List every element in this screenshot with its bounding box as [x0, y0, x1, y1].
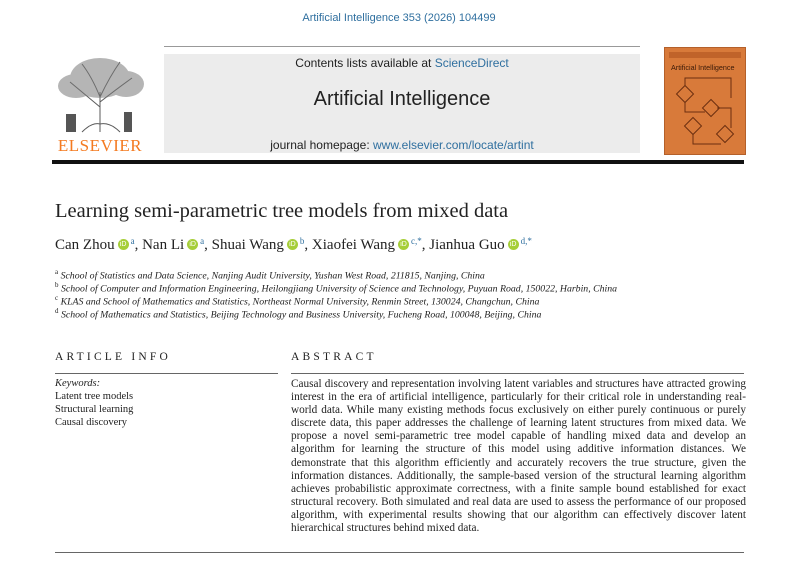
author: Shuai Wang iD $^b$,	[211, 236, 312, 253]
journal-citation[interactable]: Artificial Intelligence 353 (2026) 104499	[302, 12, 496, 24]
author-name[interactable]: Xiaofei Wang	[311, 237, 395, 253]
homepage-prefix: journal homepage:	[270, 138, 373, 152]
keywords-label: Keywords:	[55, 378, 101, 389]
author-name[interactable]: Shuai Wang	[211, 237, 284, 253]
orcid-icon[interactable]: iD	[508, 239, 519, 250]
homepage-line	[164, 138, 640, 152]
author-name[interactable]: Can Zhou	[55, 237, 115, 253]
keyword-item: Structural learning	[55, 404, 134, 415]
author-name[interactable]: Nan Li	[142, 237, 185, 253]
elsevier-wordmark: ELSEVIER	[57, 136, 143, 155]
author: Xiaofei Wang iD $^{c,*}$,	[311, 236, 430, 253]
orcid-icon[interactable]: iD	[398, 239, 409, 250]
header-rule	[164, 46, 640, 47]
author-affiliation-marker[interactable]: b	[299, 236, 305, 246]
cover-title: Artificial Intelligence	[671, 63, 735, 72]
contents-prefix: Contents lists available at	[295, 56, 435, 70]
journal-homepage-link[interactable]: www.elsevier.com/locate/artint	[373, 138, 534, 152]
affiliation-c: $^c$ KLAS and School of Mathematics and Statistics, Northeast Normal University, Renmin Street, 130024, Changchun, China	[55, 294, 540, 308]
abstract-heading: ABSTRACT	[291, 351, 377, 363]
author-affiliation-marker[interactable]: a	[200, 236, 205, 246]
abstract-text: Causal discovery and representation involving latent variables and structures have attracted growing interest in the era of artificial intelligence, particularly for their critical role in understanding real-world data. While many existing methods focus exclusively on either purely continuous or purely discrete data, this paper addresses the challenge of learning latent structures from mixed data. We propose a novel semi-parametric tree model capable of handling mixed data and develop an algorithm for learning the structure of this model using additive information distances. We demonstrate that this algorithm efficiently and accurately recovers the true structure, given the information distances. Additionally, the sample-based version of the structural learning algorithm achieves probabilistic approximate correctness, with a finite sample bound established for exact structural recovery. Both simulated and real data are used to assess the performance of our proposed algorithm, with experimental results showing that our algorithm can effectively discover latent hierarchical structures behind mixed data.	[291, 378, 746, 535]
author	[429, 237, 532, 253]
abstract-rule	[291, 373, 744, 374]
orcid-icon[interactable]: iD	[287, 239, 298, 250]
orcid-icon[interactable]: iD	[187, 239, 198, 250]
author-name[interactable]: Jianhua Guo	[429, 237, 505, 253]
contents-line	[164, 56, 640, 70]
author-list	[55, 236, 532, 254]
author-affiliation-marker[interactable]: d,*	[520, 236, 532, 246]
keyword-item: Causal discovery	[55, 417, 128, 428]
author: Nan Li iD $^a$,	[142, 236, 212, 253]
affiliation-b: $^b$ School of Computer and Information Engineering, Heilongjiang University of Science and Technology, Puyuan Road, 150022, Harbin, China	[55, 281, 618, 295]
journal-title: Artificial Intelligence	[313, 88, 491, 110]
author: Can Zhou iD $^a$,	[55, 236, 143, 253]
affiliation-a: $^a$ School of Statistics and Data Science, Nanjing Audit University, Yushan West Road, 211815, Nanjing, China	[55, 268, 485, 282]
orcid-icon[interactable]: iD	[118, 239, 129, 250]
footer-rule	[55, 552, 744, 553]
affiliation-d: $^d$ School of Mathematics and Statistics, Beijing Technology and Business University, Fucheng Road, 100048, Beijing, China	[55, 307, 542, 321]
keyword-item: Latent tree models	[55, 391, 134, 402]
author-affiliation-marker[interactable]: c,*	[411, 236, 422, 246]
masthead-divider	[52, 160, 744, 164]
article-info-heading: ARTICLE INFO	[55, 351, 171, 363]
journal-masthead	[164, 54, 640, 153]
article-info-rule	[55, 373, 278, 374]
author-affiliation-marker[interactable]: a	[130, 236, 135, 246]
journal-cover-thumbnail[interactable]	[664, 47, 746, 155]
sciencedirect-link[interactable]: ScienceDirect	[434, 56, 509, 70]
paper-title: Learning semi-parametric tree models from mixed data	[55, 200, 509, 222]
